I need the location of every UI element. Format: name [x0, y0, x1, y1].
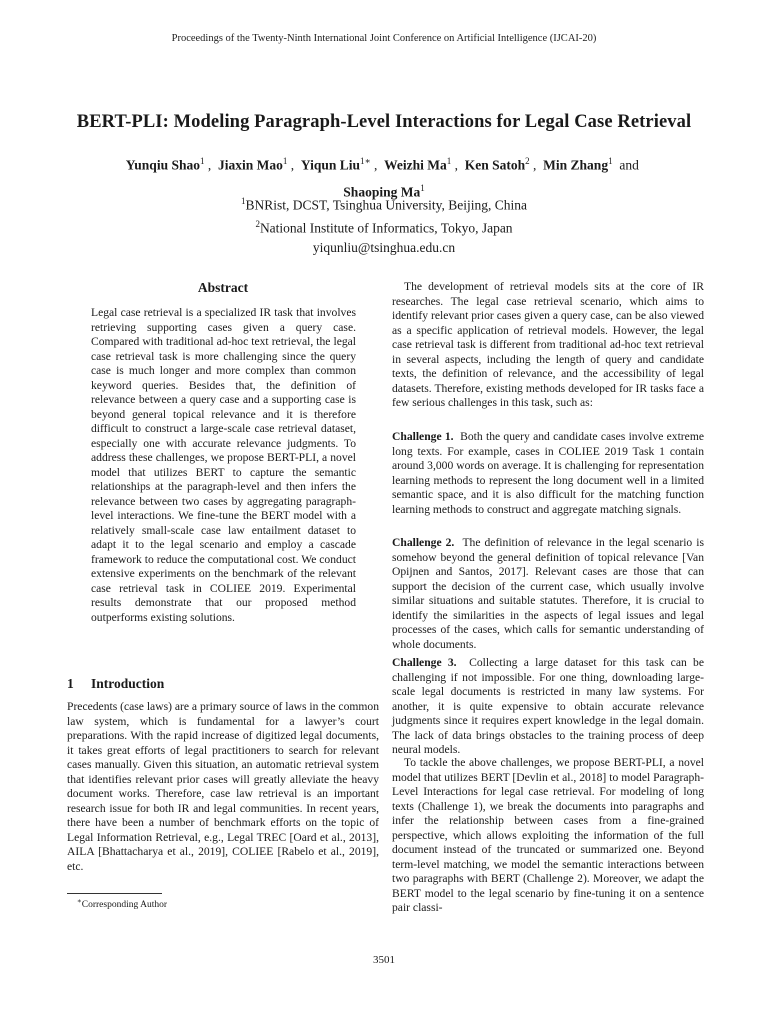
footnote [77, 897, 167, 910]
affiliation-2: $^2$National Institute of Informatics, Tokyo, Japan [255, 219, 513, 236]
author-name: Jiaxin Mao [217, 157, 283, 173]
author-sup: 1 [446, 156, 452, 166]
author-sup: 1∗ [360, 156, 371, 166]
challenge-1-paragraph [392, 430, 704, 517]
challenge-3-text: Collecting a large dataset for this task can be challenging if not impossible. For one thing, downloading large-scale legal documents is restricted in many law systems. For another, it is quite expensive to obtain accurate relevance judgments since it requires expert knowledge in the legal domain. The lack of data brings obstacles to the training process of deep neural models. [392, 656, 704, 756]
author-list: Yunqiu Shao$^1$ , Jiaxin Mao$^1$ , Yiqun Liu$^{1∗}$ , Weizhi Ma$^1$ , Ken Satoh$^2$ , Min Zhang$^1$ and Shaoping Ma$^1$ [125, 156, 643, 199]
author-sup: 2 [525, 156, 530, 166]
author-name: Yunqiu Shao [125, 157, 200, 173]
section-heading-introduction [67, 676, 164, 692]
challenge-1-text: Both the query and candidate cases involve extreme long texts. For example, cases in COLIEE 2019 Task 1 contain around 3,000 words on average. It is challenging for representation learning methods to represent the long document well in a limited semantic space, and it is also difficult for the matching function learning methods to construct and aggregate matching signals. [392, 430, 704, 516]
section-number: 1 [67, 676, 74, 691]
affiliations [0, 192, 768, 258]
footnote-mark: ∗ [77, 897, 82, 905]
page-number: 3501 [373, 954, 395, 966]
abstract-heading: Abstract [197, 280, 249, 295]
introduction-paragraph: Precedents (case laws) are a primary source of laws in the common law system, which is fundamental for a lawyer’s court preparations. With the rapid increase of digitized legal documents, it takes great efforts of legal practitioners to search for relevant cases manually. Given this situation, an automatic retrieval system that identifies relevant prior cases will greatly alleviate the heavy document works. Therefore, case law retrieval is an important research issue for both IR and legal communities. In recent years, there have been a number of benchmark efforts on the topic of Legal Information Retrieval, e.g., Legal TREC [Oard et al., 2013], AILA [Bhattacharya et al., 2019], COLIEE [Rabelo et al., 2019], etc. [67, 700, 379, 873]
challenge-2-paragraph [392, 536, 704, 652]
affiliation-1: $^1$BNRist, DCST, Tsinghua University, Beijing, China [240, 196, 528, 213]
author-sup: 1 [420, 182, 425, 193]
author-name: Ken Satoh [464, 157, 526, 173]
challenge-1-label: Challenge 1. [392, 430, 454, 443]
challenge-3-paragraph [392, 656, 704, 758]
paper-title: BERT-PLI: Modeling Paragraph-Level Interactions for Legal Case Retrieval [76, 112, 692, 132]
footnote-divider [67, 893, 162, 894]
author-sup: 1 [282, 156, 288, 166]
abstract-text: Legal case retrieval is a specialized IR task that involves retrieving supporting cases given a query case. Compared with traditional ad-hoc text retrieval, the legal case retrieval task is more challenging since the query case is much longer and more complex than common keyword queries. Besides that, the definition of relevance between a query case and a supporting case is beyond general topical relevance and it is therefore difficult to construct a large-scale case retrieval dataset, especially one with accurate relevance judgments. To address these challenges, we propose BERT-PLI, a novel model that utilizes BERT to capture the semantic relationships at the paragraph-level and then infers the relevance between two cases by aggregating paragraph-level interactions. We fine-tune the BERT model with a relatively small-scale case law entailment dataset to adapt it to the legal scenario and employ a cascade framework to reduce the computational cost. We conduct extensive experiments on the benchmark of the relevant case retrieval task in COLIEE 2019. Experimental results demonstrate that our proposed method outperforms existing solutions. [91, 306, 356, 624]
proposal-paragraph: To tackle the above challenges, we propose BERT-PLI, a novel model that utilizes BERT [Devlin et al., 2018] to model Paragraph-Level Interactions for legal case retrieval. For modeling of long texts (Challenge 1), we break the documents into paragraphs and infer the relationship between cases from a fine-grained perspective, which allows exploiting the information of the full document instead of the truncated or summarized one. Beyond term-level matching, we model the semantic interactions between two paragraphs with BERT (Challenge 2). Moreover, we adapt the BERT model to the legal scenario by fine-tuning it on a sentence pair classi- [392, 756, 704, 914]
challenge-3-label: Challenge 3. [392, 656, 457, 669]
running-header: Proceedings of the Twenty-Ninth International Joint Conference on Artificial Intelligence (IJCAI-20) [171, 33, 597, 44]
section-title: Introduction [91, 676, 165, 691]
contact-email: yiqunliu@tsinghua.edu.cn [312, 240, 456, 255]
challenge-2-label: Challenge 2. [392, 536, 455, 549]
author-name: Weizhi Ma [384, 157, 447, 173]
intro-paragraph-right: The development of retrieval models sits at the core of IR researches. The legal case retrieval scenario, which aims to identify relevant prior cases given a query case, can be also viewed as a specific application of retrieval models. However, the legal case retrieval task is different from traditional ad-hoc text retrieval in several aspects, including the length of query and candidate texts, the definition of relevance, and the accessibility of legal datasets. Therefore, existing methods developed for IR tasks face a few serious challenges in this task, such as: [392, 280, 704, 409]
footnote-text: Corresponding Author [81, 900, 167, 911]
author-sup: 1 [608, 156, 613, 166]
author-name: Min Zhang [543, 157, 609, 173]
challenge-2-text: The definition of relevance in the legal scenario is somehow beyond the general definition of topical relevance [Van Opijnen and Santos, 2017]. Relevant cases are those that can support the decision of the current case, which usually involve similar situations and suitable statutes. Therefore, it is crucial to identify the similarities in the aspects of legal issues and legal processes of the cases, which calls for semantic understanding of whole documents. [392, 536, 704, 651]
author-name: Shaoping Ma [343, 184, 421, 199]
author-name: Yiqun Liu [300, 157, 361, 173]
author-sup: 1 [199, 156, 205, 166]
